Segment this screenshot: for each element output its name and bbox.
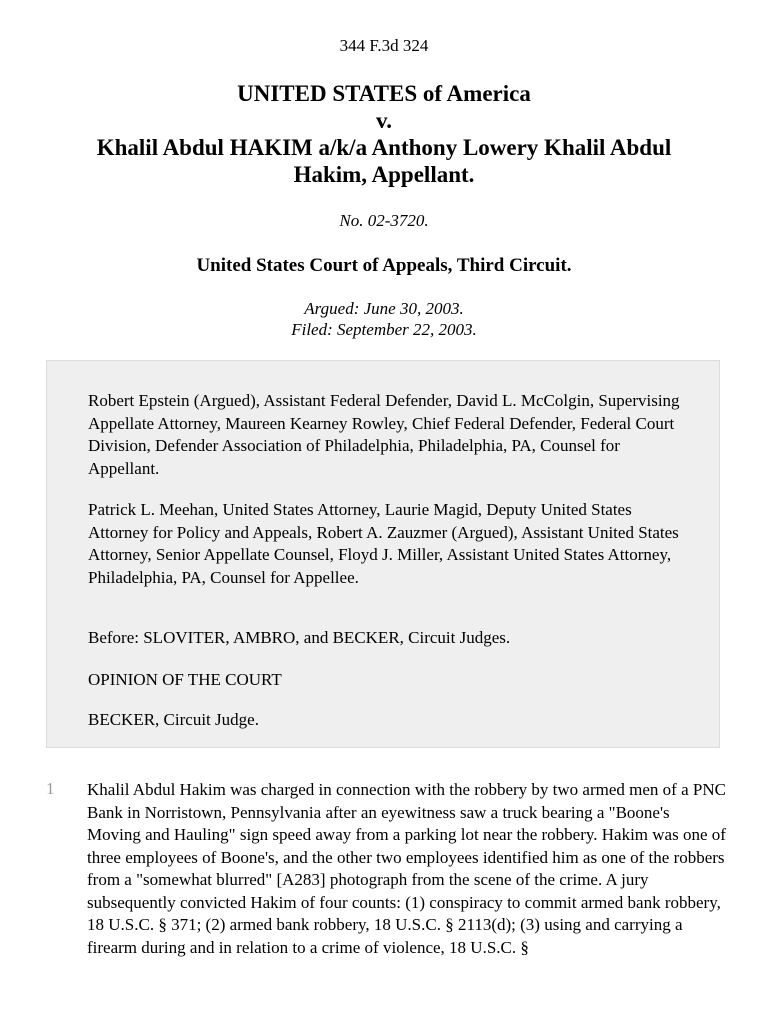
- case-title: [40, 80, 728, 188]
- counsel-panel: [46, 360, 720, 748]
- case-title-defendant: Khalil Abdul HAKIM a/k/a Anthony Lowery Khalil Abdul: [96, 135, 672, 160]
- counsel-appellee: Patrick L. Meehan, United States Attorney, Laurie Magid, Deputy United States Attorney for Policy and Appeals, Robert A. Zauzmer (Argued), Assistant United States Attorney, Senior Appellate Counsel, Floyd J. Miller, Assistant United States Attorney, Philadelphia, PA, Counsel for Appellee.: [88, 500, 679, 587]
- panel-judges: Before: SLOVITER, AMBRO, and BECKER, Circuit Judges.: [88, 628, 511, 647]
- paragraph-number: 1: [46, 779, 55, 798]
- case-citation: 344 F.3d 324: [339, 36, 429, 55]
- argued-date: Argued: June 30, 2003.: [304, 299, 464, 318]
- opinion-heading: OPINION OF THE COURT: [88, 670, 282, 689]
- docket-number: No. 02-3720.: [339, 211, 429, 230]
- paragraph-text: Khalil Abdul Hakim was charged in connection with the robbery by two armed men of a PNC Bank in Norristown, Pennsylvania after an eyewitness saw a truck bearing a "Boone's Moving and Hauling" sign speed away from a parking lot near the robbery. Hakim was one of three employees of Boone's, and the other two employees identified him as one of the robbers from a "somewhat blurred" [A283] photograph from the scene of the crime. A jury subsequently convicted Hakim of four counts: (1) conspiracy to commit armed bank robbery, 18 U.S.C. § 371; (2) armed bank robbery, 18 U.S.C. § 2113(d); (3) using and carrying a firearm during and in relation to a crime of violence, 18 U.S.C. §: [87, 780, 726, 957]
- case-dates: [0, 298, 768, 340]
- court-name: United States Court of Appeals, Third Circuit.: [196, 255, 572, 276]
- case-title-versus: v.: [376, 108, 392, 133]
- filed-date: Filed: September 22, 2003.: [291, 320, 477, 339]
- counsel-appellant: Robert Epstein (Argued), Assistant Federal Defender, David L. McColgin, Supervising Appellate Attorney, Maureen Kearney Rowley, Chief Federal Defender, Federal Court Division, Defender Association of Philadelphia, Philadelphia, PA, Counsel for Appellant.: [88, 391, 680, 478]
- case-title-defendant-cont: Hakim, Appellant.: [293, 162, 475, 187]
- case-title-plaintiff: UNITED STATES of America: [237, 81, 531, 106]
- opinion-author: BECKER, Circuit Judge.: [88, 710, 259, 729]
